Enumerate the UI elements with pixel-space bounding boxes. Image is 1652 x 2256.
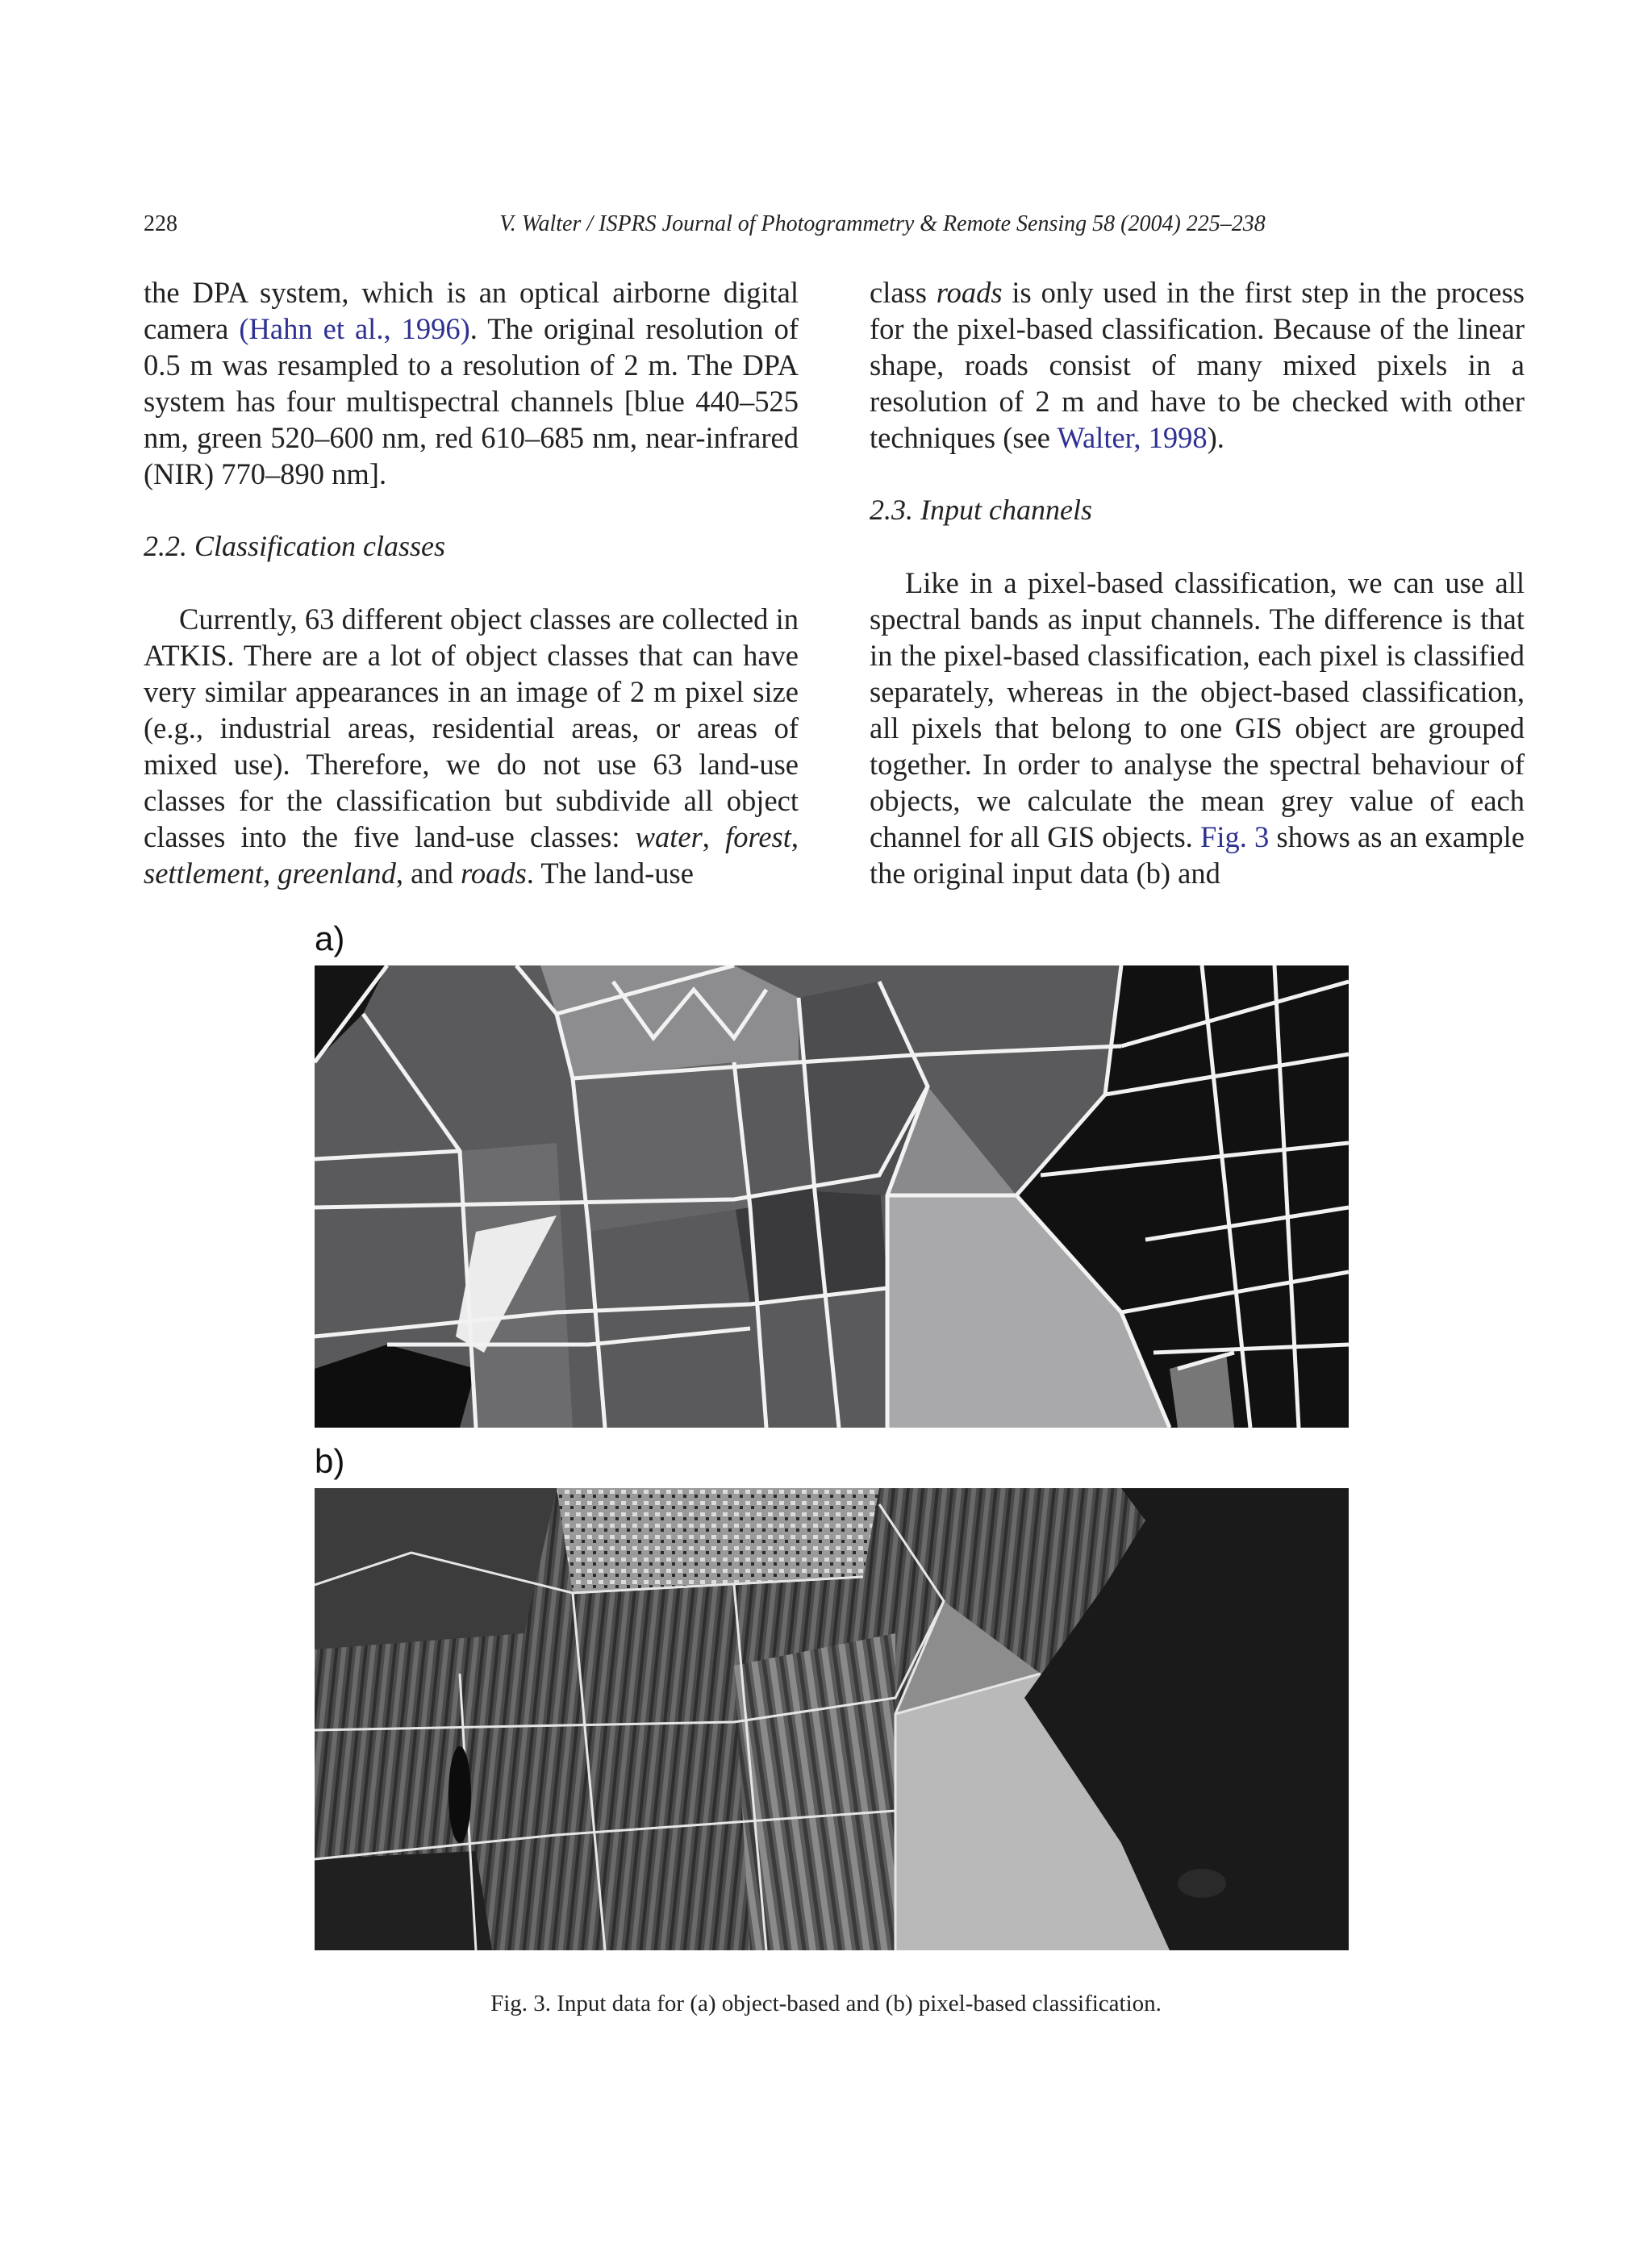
citation-link-walter[interactable]: Walter, 1998: [1057, 421, 1208, 454]
tree-cluster: [448, 1746, 471, 1843]
object-map-graphic: [315, 965, 1349, 1428]
image-region: [557, 1488, 879, 1593]
page-header: [144, 211, 1525, 244]
figure-panel-b-aerial-image: [315, 1488, 1349, 1950]
image-region: [315, 1851, 492, 1950]
image-region: [315, 1488, 557, 1649]
figure-caption: Fig. 3. Input data for (a) object-based and (b) pixel-based classification.: [490, 1991, 1162, 2016]
image-region: [734, 1633, 895, 1950]
figure-label-b: b): [315, 1442, 345, 1480]
left-paragraph-2: Currently, 63 different object classes are collected in ATKIS. There are a lot of object classes that can have very similar appearances in an image of 2 m pixel size (e.g., industrial areas, residential areas, or areas of mixed use). Therefore, we do not use 63 land-use classes for the classification but subdivide all object classes into the five land-use classes: water, forest, settlement, greenland, and roads. The land-use: [144, 603, 799, 890]
page-number: 228: [144, 211, 177, 236]
map-region: [573, 1062, 750, 1232]
section-heading-2-3: 2.3. Input channels: [870, 494, 1092, 526]
right-paragraph-1: class roads is only used in the first step in the process for the pixel-based classification. Because of the linear shape, roads consist of many mixed pixels in a resolution of 2 m and have to be checked with other techniques (see Walter, 1998).: [870, 276, 1525, 454]
figure-label-a: a): [315, 919, 345, 957]
running-head: V. Walter / ISPRS Journal of Photogrammetry & Remote Sensing 58 (2004) 225–238: [499, 211, 1266, 236]
aerial-image-graphic: [315, 1488, 1349, 1950]
right-column: [870, 274, 1525, 891]
left-paragraph-1: the DPA system, which is an optical airborne digital camera (Hahn et al., 1996). The original resolution of 0.5 m was resampled to a resolution of 2 m. The DPA system has four multispectral channels [blue 440–525 nm, green 520–600 nm, red 610–685 nm, near-infrared (NIR) 770–890 nm].: [144, 276, 799, 490]
figure-link-fig3[interactable]: Fig. 3: [1200, 820, 1270, 853]
figure-panel-a-object-map: [315, 965, 1349, 1428]
right-paragraph-2: Like in a pixel-based classification, we can use all spectral bands as input channels. The difference is that in the pixel-based classification, each pixel is classified separately, whereas in the object-based classification, all pixels that belong to one GIS object are grouped together. In order to analyse the spectral behaviour of objects, we calculate the mean grey value of each channel for all GIS objects. Fig. 3 shows as an example the original input data (b) and: [870, 566, 1525, 890]
left-column: [144, 274, 799, 891]
citation-link-hahn[interactable]: (Hahn et al., 1996): [239, 312, 470, 345]
farm-buildings: [1178, 1869, 1226, 1898]
section-heading-2-2: 2.2. Classification classes: [144, 530, 446, 562]
